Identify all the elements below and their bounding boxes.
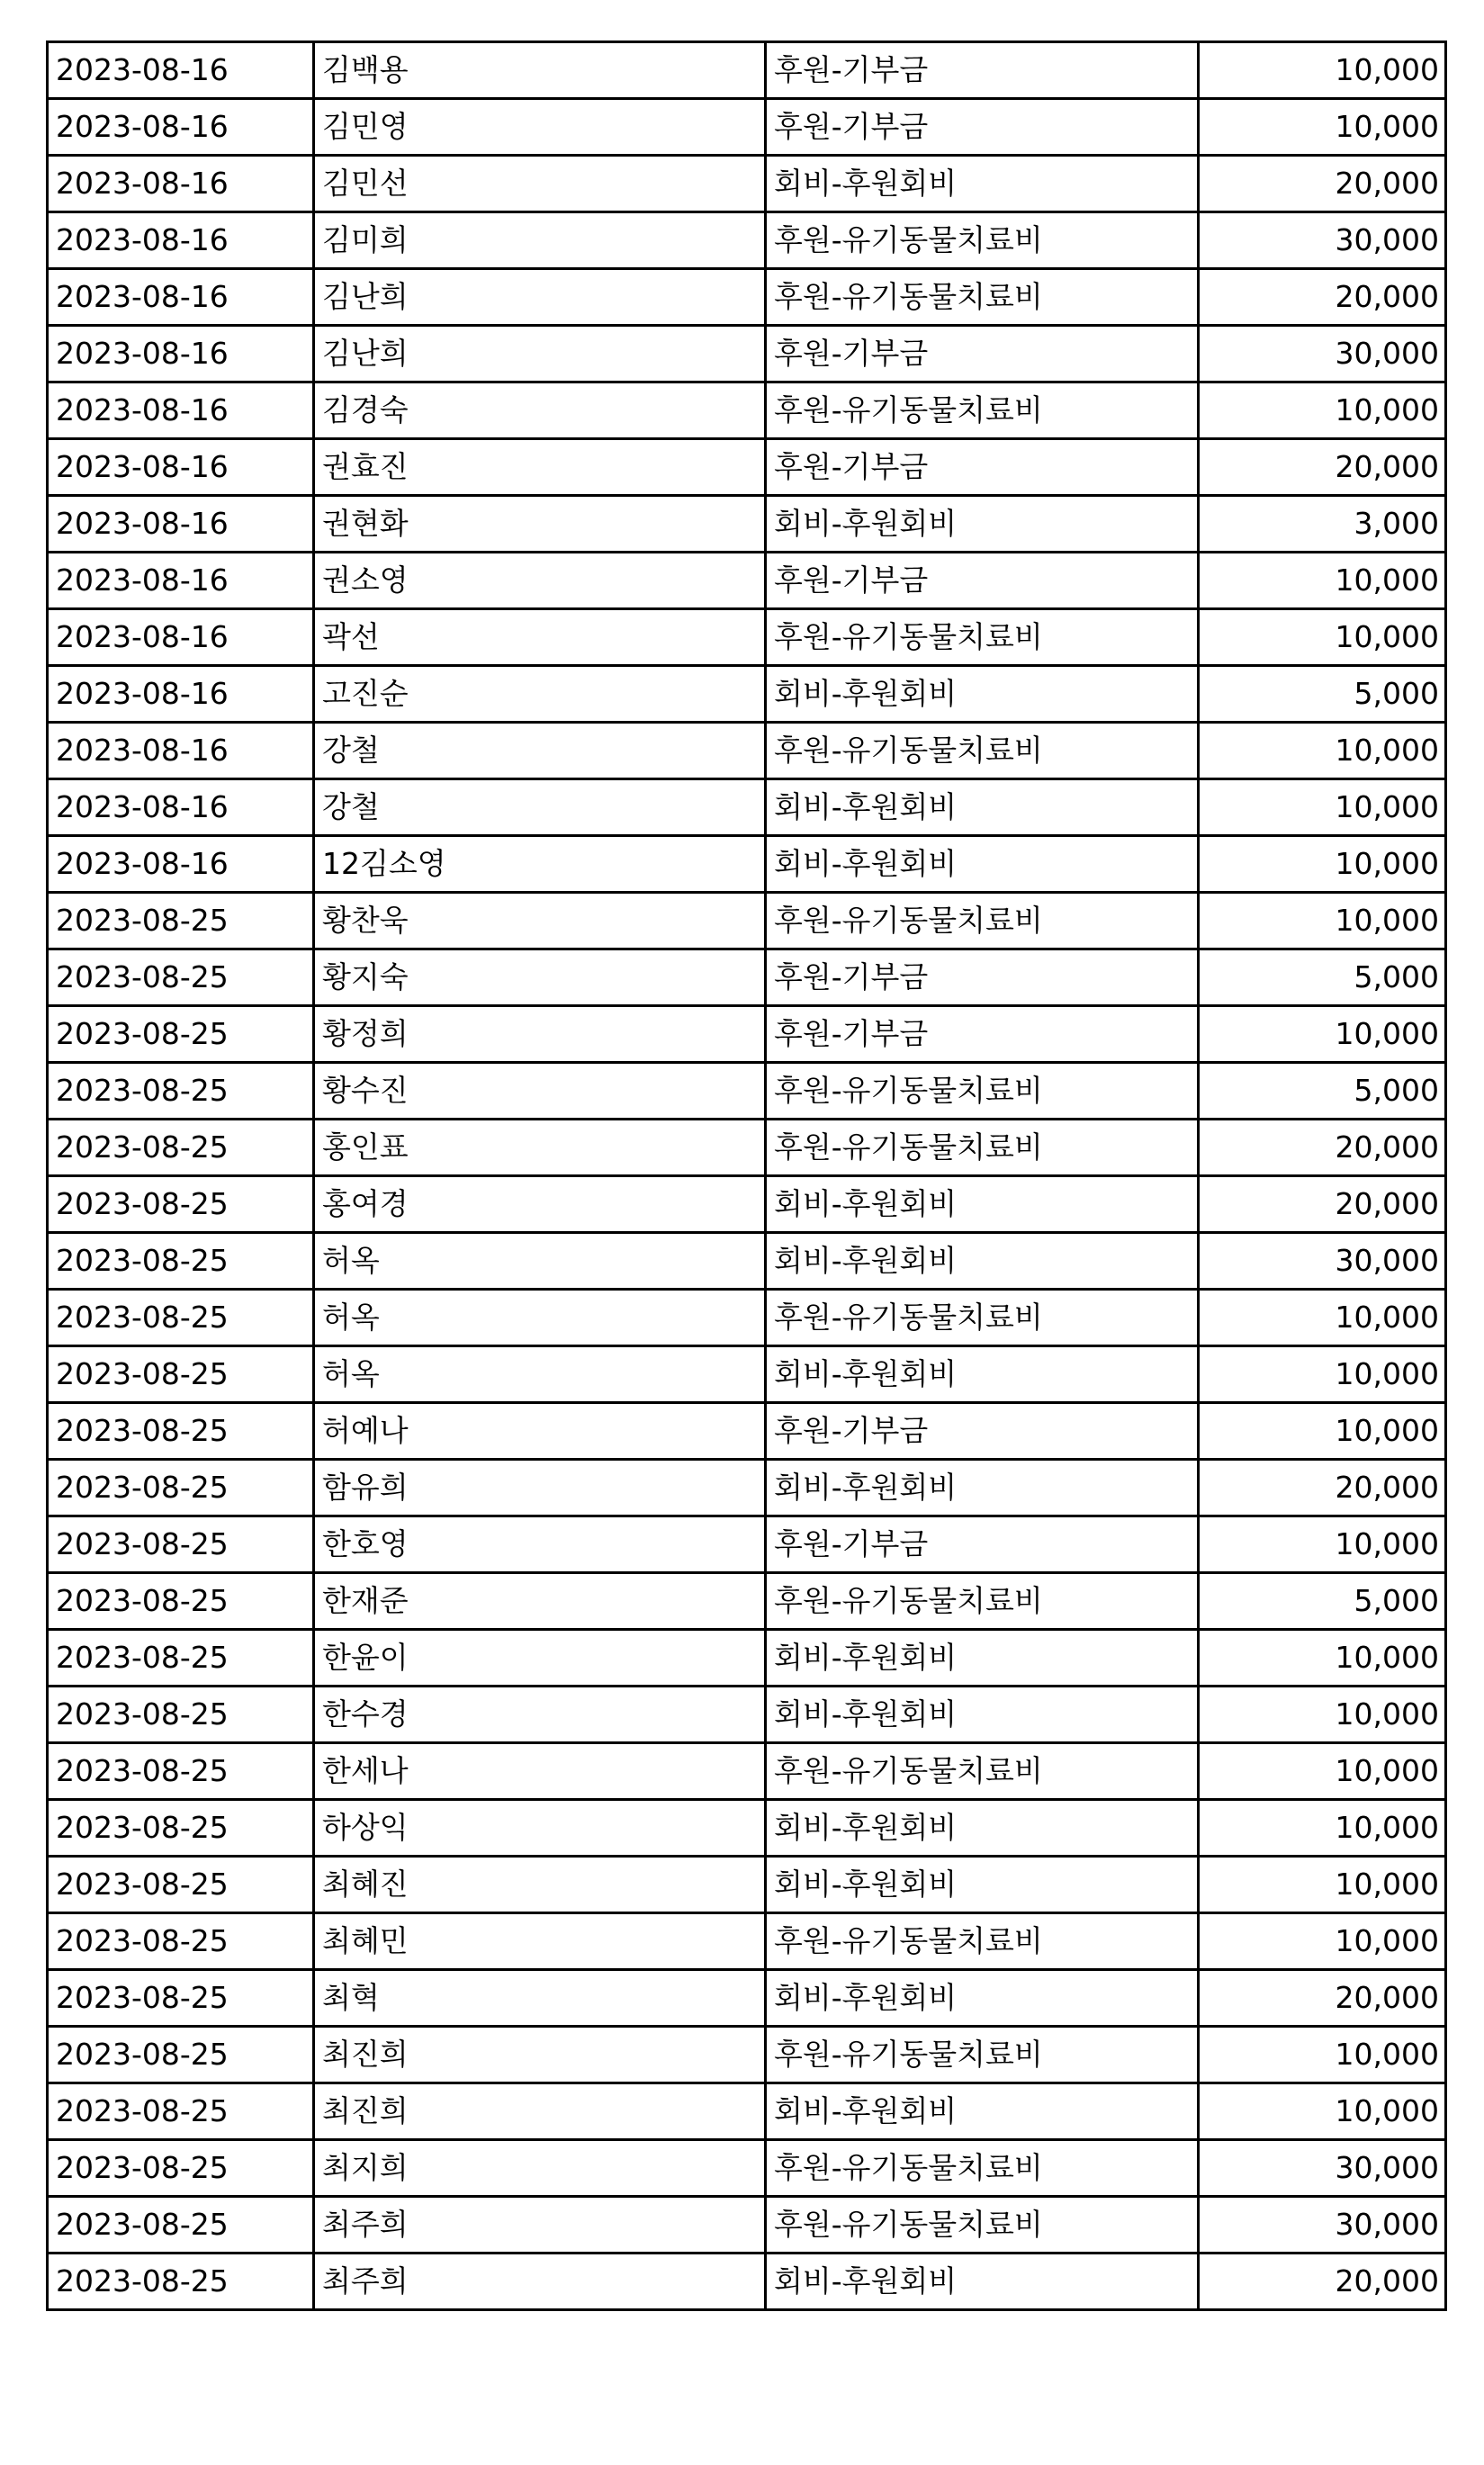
- amount-cell: 10,000: [1199, 553, 1446, 609]
- category-cell: 회비-후원회비: [766, 1800, 1199, 1857]
- category-cell: 후원-기부금: [766, 1516, 1199, 1573]
- amount-cell: 10,000: [1199, 1403, 1446, 1460]
- donor-name-cell: 허옥: [314, 1290, 766, 1346]
- amount-cell: 10,000: [1199, 1516, 1446, 1573]
- table-row: [48, 1346, 1446, 1403]
- amount-cell: 10,000: [1199, 1687, 1446, 1743]
- category-cell: 후원-기부금: [766, 99, 1199, 156]
- amount-cell: 5,000: [1199, 1573, 1446, 1630]
- amount-cell: 10,000: [1199, 42, 1446, 99]
- amount-cell: 5,000: [1199, 1063, 1446, 1120]
- table-row: [48, 42, 1446, 99]
- amount-cell: 10,000: [1199, 609, 1446, 666]
- table-row: [48, 2197, 1446, 2254]
- table-row: [48, 723, 1446, 779]
- table-row: [48, 1743, 1446, 1800]
- date-cell: 2023-08-25: [48, 1857, 314, 1913]
- table-row: [48, 1403, 1446, 1460]
- donor-name-cell: 황정희: [314, 1006, 766, 1063]
- donor-name-cell: 홍인표: [314, 1120, 766, 1176]
- donor-name-cell: 강철: [314, 723, 766, 779]
- date-cell: 2023-08-25: [48, 2083, 314, 2140]
- amount-cell: 10,000: [1199, 2027, 1446, 2083]
- category-cell: 회비-후원회비: [766, 1857, 1199, 1913]
- date-cell: 2023-08-16: [48, 836, 314, 893]
- table-row: [48, 2083, 1446, 2140]
- date-cell: 2023-08-16: [48, 666, 314, 723]
- category-cell: 후원-유기동물치료비: [766, 1743, 1199, 1800]
- date-cell: 2023-08-25: [48, 1573, 314, 1630]
- date-cell: 2023-08-16: [48, 723, 314, 779]
- donor-name-cell: 하상익: [314, 1800, 766, 1857]
- amount-cell: 20,000: [1199, 439, 1446, 496]
- category-cell: 후원-기부금: [766, 949, 1199, 1006]
- donor-name-cell: 김난희: [314, 269, 766, 326]
- category-cell: 회비-후원회비: [766, 666, 1199, 723]
- table-row: [48, 1687, 1446, 1743]
- category-cell: 회비-후원회비: [766, 1460, 1199, 1516]
- category-cell: 후원-유기동물치료비: [766, 1573, 1199, 1630]
- table-row: [48, 1857, 1446, 1913]
- donation-ledger-table: [46, 40, 1447, 2311]
- category-cell: 회비-후원회비: [766, 1970, 1199, 2027]
- table-row: [48, 1063, 1446, 1120]
- table-row: [48, 439, 1446, 496]
- date-cell: 2023-08-25: [48, 1630, 314, 1687]
- donor-name-cell: 김민영: [314, 99, 766, 156]
- table-row: [48, 1233, 1446, 1290]
- date-cell: 2023-08-25: [48, 1176, 314, 1233]
- table-row: [48, 949, 1446, 1006]
- table-row: [48, 666, 1446, 723]
- amount-cell: 10,000: [1199, 1857, 1446, 1913]
- table-row: [48, 1460, 1446, 1516]
- donor-name-cell: 김민선: [314, 156, 766, 212]
- donor-name-cell: 강철: [314, 779, 766, 836]
- table-row: [48, 1573, 1446, 1630]
- table-row: [48, 212, 1446, 269]
- table-row: [48, 1290, 1446, 1346]
- date-cell: 2023-08-25: [48, 2197, 314, 2254]
- category-cell: 후원-유기동물치료비: [766, 2140, 1199, 2197]
- category-cell: 후원-유기동물치료비: [766, 2197, 1199, 2254]
- donor-name-cell: 최주희: [314, 2197, 766, 2254]
- amount-cell: 30,000: [1199, 2197, 1446, 2254]
- table-row: [48, 836, 1446, 893]
- date-cell: 2023-08-16: [48, 609, 314, 666]
- date-cell: 2023-08-25: [48, 1233, 314, 1290]
- donor-name-cell: 곽선: [314, 609, 766, 666]
- category-cell: 후원-유기동물치료비: [766, 1063, 1199, 1120]
- table-row: [48, 1630, 1446, 1687]
- date-cell: 2023-08-16: [48, 269, 314, 326]
- date-cell: 2023-08-25: [48, 1516, 314, 1573]
- table-row: [48, 99, 1446, 156]
- category-cell: 회비-후원회비: [766, 1233, 1199, 1290]
- amount-cell: 30,000: [1199, 1233, 1446, 1290]
- date-cell: 2023-08-25: [48, 893, 314, 949]
- donor-name-cell: 한윤이: [314, 1630, 766, 1687]
- category-cell: 후원-유기동물치료비: [766, 723, 1199, 779]
- table-row: [48, 1120, 1446, 1176]
- category-cell: 후원-유기동물치료비: [766, 1120, 1199, 1176]
- table-row: [48, 496, 1446, 553]
- donor-name-cell: 허옥: [314, 1346, 766, 1403]
- amount-cell: 5,000: [1199, 666, 1446, 723]
- table-row: [48, 2254, 1446, 2310]
- category-cell: 후원-기부금: [766, 1006, 1199, 1063]
- donor-name-cell: 황찬욱: [314, 893, 766, 949]
- table-row: [48, 779, 1446, 836]
- table-row: [48, 893, 1446, 949]
- donor-name-cell: 한수경: [314, 1687, 766, 1743]
- date-cell: 2023-08-25: [48, 1063, 314, 1120]
- donor-name-cell: 함유희: [314, 1460, 766, 1516]
- donor-name-cell: 허예나: [314, 1403, 766, 1460]
- amount-cell: 10,000: [1199, 1743, 1446, 1800]
- date-cell: 2023-08-16: [48, 42, 314, 99]
- donor-name-cell: 김미희: [314, 212, 766, 269]
- category-cell: 후원-유기동물치료비: [766, 382, 1199, 439]
- donor-name-cell: 김난희: [314, 326, 766, 382]
- table-row: [48, 2140, 1446, 2197]
- donor-name-cell: 권현화: [314, 496, 766, 553]
- category-cell: 회비-후원회비: [766, 1176, 1199, 1233]
- donor-name-cell: 최지희: [314, 2140, 766, 2197]
- donor-name-cell: 최주희: [314, 2254, 766, 2310]
- amount-cell: 10,000: [1199, 382, 1446, 439]
- date-cell: 2023-08-25: [48, 1913, 314, 1970]
- amount-cell: 10,000: [1199, 1290, 1446, 1346]
- category-cell: 후원-유기동물치료비: [766, 893, 1199, 949]
- table-row: [48, 1516, 1446, 1573]
- donor-name-cell: 한세나: [314, 1743, 766, 1800]
- donor-name-cell: 허옥: [314, 1233, 766, 1290]
- date-cell: 2023-08-16: [48, 212, 314, 269]
- table-row: [48, 553, 1446, 609]
- category-cell: 후원-유기동물치료비: [766, 269, 1199, 326]
- donor-name-cell: 고진순: [314, 666, 766, 723]
- category-cell: 회비-후원회비: [766, 1346, 1199, 1403]
- category-cell: 후원-기부금: [766, 439, 1199, 496]
- date-cell: 2023-08-25: [48, 1460, 314, 1516]
- category-cell: 회비-후원회비: [766, 836, 1199, 893]
- category-cell: 회비-후원회비: [766, 2083, 1199, 2140]
- table-row: [48, 1800, 1446, 1857]
- category-cell: 후원-유기동물치료비: [766, 2027, 1199, 2083]
- amount-cell: 20,000: [1199, 1176, 1446, 1233]
- donor-name-cell: 권효진: [314, 439, 766, 496]
- category-cell: 후원-기부금: [766, 1403, 1199, 1460]
- category-cell: 후원-유기동물치료비: [766, 1913, 1199, 1970]
- amount-cell: 10,000: [1199, 836, 1446, 893]
- amount-cell: 10,000: [1199, 99, 1446, 156]
- category-cell: 회비-후원회비: [766, 2254, 1199, 2310]
- date-cell: 2023-08-25: [48, 1120, 314, 1176]
- date-cell: 2023-08-16: [48, 156, 314, 212]
- amount-cell: 10,000: [1199, 1800, 1446, 1857]
- ledger-body: [48, 42, 1446, 2310]
- amount-cell: 20,000: [1199, 1120, 1446, 1176]
- donor-name-cell: 황지숙: [314, 949, 766, 1006]
- date-cell: 2023-08-25: [48, 1006, 314, 1063]
- table-row: [48, 156, 1446, 212]
- date-cell: 2023-08-16: [48, 326, 314, 382]
- date-cell: 2023-08-16: [48, 779, 314, 836]
- date-cell: 2023-08-25: [48, 949, 314, 1006]
- amount-cell: 10,000: [1199, 1630, 1446, 1687]
- amount-cell: 20,000: [1199, 269, 1446, 326]
- amount-cell: 10,000: [1199, 1006, 1446, 1063]
- donor-name-cell: 최진희: [314, 2027, 766, 2083]
- amount-cell: 20,000: [1199, 1970, 1446, 2027]
- donor-name-cell: 최혁: [314, 1970, 766, 2027]
- category-cell: 후원-기부금: [766, 553, 1199, 609]
- amount-cell: 10,000: [1199, 893, 1446, 949]
- category-cell: 후원-기부금: [766, 326, 1199, 382]
- category-cell: 회비-후원회비: [766, 779, 1199, 836]
- amount-cell: 5,000: [1199, 949, 1446, 1006]
- date-cell: 2023-08-16: [48, 99, 314, 156]
- category-cell: 회비-후원회비: [766, 156, 1199, 212]
- donor-name-cell: 한호영: [314, 1516, 766, 1573]
- amount-cell: 10,000: [1199, 1346, 1446, 1403]
- amount-cell: 10,000: [1199, 1913, 1446, 1970]
- amount-cell: 10,000: [1199, 2083, 1446, 2140]
- date-cell: 2023-08-16: [48, 439, 314, 496]
- category-cell: 후원-유기동물치료비: [766, 1290, 1199, 1346]
- date-cell: 2023-08-25: [48, 1403, 314, 1460]
- donor-name-cell: 12김소영: [314, 836, 766, 893]
- date-cell: 2023-08-25: [48, 1970, 314, 2027]
- amount-cell: 20,000: [1199, 156, 1446, 212]
- table-row: [48, 1006, 1446, 1063]
- donor-name-cell: 김경숙: [314, 382, 766, 439]
- table-row: [48, 2027, 1446, 2083]
- category-cell: 후원-유기동물치료비: [766, 609, 1199, 666]
- amount-cell: 10,000: [1199, 723, 1446, 779]
- date-cell: 2023-08-16: [48, 553, 314, 609]
- amount-cell: 20,000: [1199, 2254, 1446, 2310]
- donor-name-cell: 최혜진: [314, 1857, 766, 1913]
- table-row: [48, 326, 1446, 382]
- table-row: [48, 382, 1446, 439]
- amount-cell: 30,000: [1199, 2140, 1446, 2197]
- date-cell: 2023-08-16: [48, 382, 314, 439]
- donor-name-cell: 최혜민: [314, 1913, 766, 1970]
- donor-name-cell: 홍여경: [314, 1176, 766, 1233]
- category-cell: 후원-유기동물치료비: [766, 212, 1199, 269]
- category-cell: 회비-후원회비: [766, 1630, 1199, 1687]
- amount-cell: 10,000: [1199, 779, 1446, 836]
- date-cell: 2023-08-25: [48, 1290, 314, 1346]
- category-cell: 회비-후원회비: [766, 496, 1199, 553]
- date-cell: 2023-08-25: [48, 2140, 314, 2197]
- table-row: [48, 1176, 1446, 1233]
- table-row: [48, 269, 1446, 326]
- date-cell: 2023-08-25: [48, 1743, 314, 1800]
- date-cell: 2023-08-25: [48, 1800, 314, 1857]
- donor-name-cell: 최진희: [314, 2083, 766, 2140]
- date-cell: 2023-08-25: [48, 1687, 314, 1743]
- date-cell: 2023-08-25: [48, 2254, 314, 2310]
- table-row: [48, 1970, 1446, 2027]
- date-cell: 2023-08-16: [48, 496, 314, 553]
- amount-cell: 30,000: [1199, 212, 1446, 269]
- amount-cell: 30,000: [1199, 326, 1446, 382]
- donor-name-cell: 한재준: [314, 1573, 766, 1630]
- table-row: [48, 609, 1446, 666]
- donor-name-cell: 김백용: [314, 42, 766, 99]
- date-cell: 2023-08-25: [48, 2027, 314, 2083]
- donor-name-cell: 권소영: [314, 553, 766, 609]
- date-cell: 2023-08-25: [48, 1346, 314, 1403]
- table-row: [48, 1913, 1446, 1970]
- category-cell: 회비-후원회비: [766, 1687, 1199, 1743]
- donor-name-cell: 황수진: [314, 1063, 766, 1120]
- category-cell: 후원-기부금: [766, 42, 1199, 99]
- amount-cell: 3,000: [1199, 496, 1446, 553]
- amount-cell: 20,000: [1199, 1460, 1446, 1516]
